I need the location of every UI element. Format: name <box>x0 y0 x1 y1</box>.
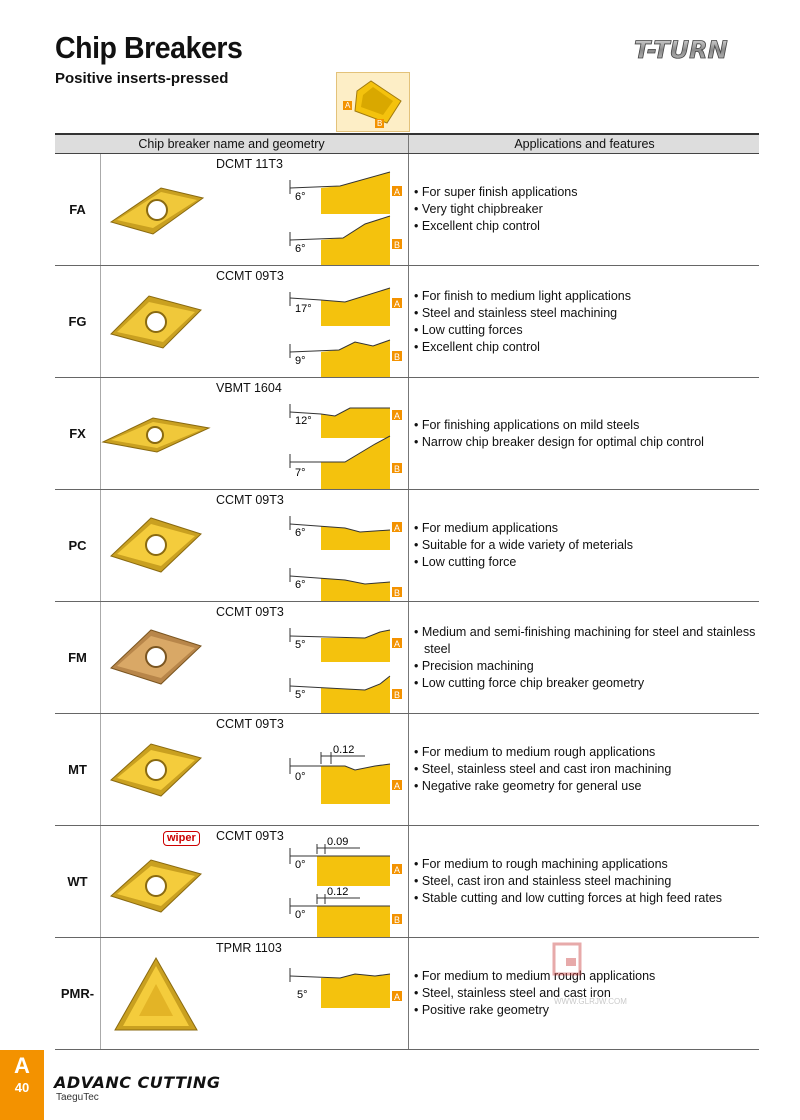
feature-item: • Negative rake geometry for general use <box>414 779 642 793</box>
insert-image-rhombic <box>101 608 211 708</box>
features-list <box>408 378 759 489</box>
feature-item: • For medium to medium rough applications <box>414 745 656 759</box>
table-row <box>55 714 759 826</box>
table-row <box>55 826 759 938</box>
insert-image-rhombic <box>101 160 211 260</box>
page-title: Chip Breakers <box>55 30 243 65</box>
feature-item: • Suitable for a wide variety of meterials <box>414 538 634 552</box>
features-list <box>408 266 759 377</box>
svg-text:9°: 9° <box>295 355 306 367</box>
svg-text:6°: 6° <box>295 191 306 203</box>
svg-text:A: A <box>394 781 401 791</box>
feature-item: • For super finish applications <box>414 185 578 199</box>
svg-text:6°: 6° <box>295 527 306 539</box>
feature-item: • Medium and semi-finishing machining for steel and stainless steel <box>414 624 756 656</box>
svg-text:0.12: 0.12 <box>333 744 355 756</box>
table-row <box>55 266 759 378</box>
svg-text:B: B <box>394 352 401 362</box>
section-tab <box>0 1050 44 1120</box>
svg-text:0°: 0° <box>295 771 306 783</box>
geometry-profile <box>215 490 408 601</box>
page-subtitle: Positive inserts-pressed <box>55 70 229 87</box>
svg-text:A: A <box>394 299 401 309</box>
insert-image-rhombic <box>101 832 211 932</box>
breaker-code: WT <box>55 826 101 937</box>
svg-text:WWW.GLRJW.COM: WWW.GLRJW.COM <box>554 997 627 1006</box>
wiper-badge: wiper <box>163 831 200 846</box>
insert-model: DCMT 11T3 <box>216 157 283 171</box>
insert-image-rhombic <box>101 720 211 820</box>
insert-model: CCMT 09T3 <box>216 269 284 283</box>
breaker-code: FM <box>55 602 101 713</box>
feature-item: • Steel, cast iron and stainless steel machining <box>414 874 672 888</box>
geometry-profile <box>215 266 408 377</box>
svg-text:5°: 5° <box>295 639 306 651</box>
table-row <box>55 154 759 266</box>
svg-text:A: A <box>394 523 401 533</box>
feature-item: • Excellent chip control <box>414 219 540 233</box>
svg-text:B: B <box>394 915 401 925</box>
svg-text:A: A <box>394 992 401 1002</box>
chip-breaker-table <box>55 133 759 1050</box>
feature-item: • Low cutting force chip breaker geometry <box>414 675 645 690</box>
features-list <box>408 490 759 601</box>
insert-model: CCMT 09T3 <box>216 605 284 619</box>
section-letter: A <box>14 1053 30 1078</box>
breaker-code: PC <box>55 490 101 601</box>
geometry-profile <box>215 602 408 713</box>
geometry-profile <box>215 154 408 265</box>
insert-model: VBMT 1604 <box>216 381 282 395</box>
feature-item: • For medium applications <box>414 521 559 535</box>
svg-text:5°: 5° <box>295 689 306 701</box>
feature-item: • For medium to medium rough applications <box>414 969 656 983</box>
insert-model: TPMR 1103 <box>216 941 282 955</box>
breaker-code: FG <box>55 266 101 377</box>
features-list <box>408 714 759 825</box>
insert-image-rhombic <box>101 272 211 372</box>
feature-item: • Narrow chip breaker design for optimal chip control <box>414 434 704 449</box>
svg-text:0°: 0° <box>295 909 306 921</box>
feature-item: • Excellent chip control <box>414 339 540 354</box>
svg-text:B: B <box>394 464 401 474</box>
t-turn-logo <box>632 34 760 64</box>
insert-image-triangle <box>101 944 211 1044</box>
breaker-code: FA <box>55 154 101 265</box>
breaker-code: FX <box>55 378 101 489</box>
svg-text:0.12: 0.12 <box>327 886 349 898</box>
svg-text:A: A <box>394 865 401 875</box>
feature-item: • Very tight chipbreaker <box>414 202 543 216</box>
table-header <box>55 133 759 154</box>
insert-image-sharp-rhombic <box>101 384 211 484</box>
svg-text:5°: 5° <box>297 989 308 1001</box>
svg-text:7°: 7° <box>295 467 306 479</box>
feature-item: • Stable cutting and low cutting forces at high feed rates <box>414 891 723 905</box>
table-row <box>55 490 759 602</box>
geometry-profile <box>215 938 408 1049</box>
svg-text:B: B <box>394 588 401 598</box>
feature-item: • Steel, stainless steel and cast iron machining <box>414 762 672 776</box>
header-left: Chip breaker name and geometry <box>138 137 325 151</box>
svg-text:B: B <box>394 690 401 700</box>
insert-image-rhombic <box>101 496 211 596</box>
feature-item: • Steel, stainless steel and cast iron <box>414 986 611 1000</box>
features-list <box>408 826 759 937</box>
svg-text:A: A <box>394 411 401 421</box>
insert-model: CCMT 09T3 <box>216 829 284 843</box>
page-number: 40 <box>14 1080 30 1095</box>
feature-item: • For finish to medium light applications <box>414 288 631 303</box>
feature-item: • For finishing applications on mild steels <box>414 417 640 432</box>
feature-item: • Precision machining <box>414 658 534 673</box>
svg-text:B: B <box>377 119 383 128</box>
advance-cutting-logo: ADVANC CUTTING <box>54 1073 221 1092</box>
features-list <box>408 602 759 713</box>
breaker-code: PMR- <box>55 938 101 1049</box>
svg-text:A: A <box>394 187 401 197</box>
feature-item: • For medium to rough machining applications <box>414 857 668 871</box>
svg-text:B: B <box>394 240 401 250</box>
svg-text:0°: 0° <box>295 859 306 871</box>
geometry-profile <box>215 378 408 489</box>
table-row <box>55 602 759 714</box>
header-right: Applications and features <box>408 135 760 153</box>
svg-text:0.09: 0.09 <box>327 836 349 848</box>
geometry-profile <box>215 826 408 937</box>
insert-model: CCMT 09T3 <box>216 717 284 731</box>
svg-text:17°: 17° <box>295 303 312 315</box>
watermark <box>548 942 678 1014</box>
insert-model: CCMT 09T3 <box>216 493 284 507</box>
breaker-code: MT <box>55 714 101 825</box>
feature-item: • Low cutting forces <box>414 322 523 337</box>
svg-text:A: A <box>345 101 351 110</box>
features-list <box>408 154 759 265</box>
svg-text:6°: 6° <box>295 243 306 255</box>
svg-text:12°: 12° <box>295 415 312 427</box>
table-row <box>55 378 759 490</box>
geometry-profile <box>215 714 408 825</box>
chip-breaker-legend <box>336 72 410 132</box>
feature-item: • Low cutting force <box>414 555 517 569</box>
feature-item: • Positive rake geometry <box>414 1003 549 1017</box>
svg-text:T-TURN: T-TURN <box>634 36 728 64</box>
feature-item: • Steel and stainless steel machining <box>414 305 618 320</box>
svg-text:A: A <box>394 639 401 649</box>
taegutec-label: TaeguTec <box>56 1092 99 1103</box>
svg-text:6°: 6° <box>295 579 306 591</box>
